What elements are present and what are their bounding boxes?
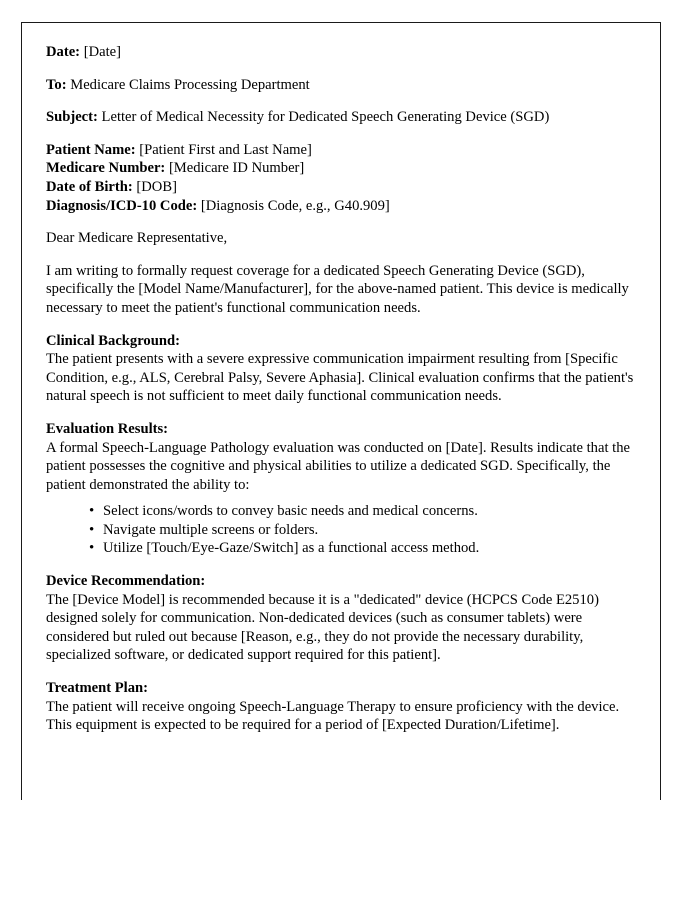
- list-item-label: Navigate multiple screens or folders.: [103, 521, 319, 538]
- section-device-recommendation: [46, 572, 638, 665]
- list-spacer: [46, 494, 638, 502]
- patient-info-row: [46, 159, 638, 178]
- medicare-number-label: Medicare Number:: [46, 160, 166, 177]
- patient-info-row: [46, 141, 638, 160]
- recipient-value: Medicare Claims Processing Department: [70, 76, 310, 93]
- section-body-clinical-background: The patient presents with a severe expressive communication impairment resulting from [Specific Condition, e.g., ALS, Cerebral Palsy, Severe Aphasia]. Clinical evaluation confirms that the patient's natural speech is not sufficient to meet daily functional communication needs.: [46, 351, 634, 405]
- date-of-birth-value: [DOB]: [136, 178, 177, 195]
- bullet-icon: •: [89, 540, 95, 557]
- salutation: Dear Medicare Representative,: [46, 230, 228, 247]
- diagnosis-code-label: Diagnosis/ICD-10 Code:: [46, 197, 198, 214]
- section-clinical-background: [46, 332, 638, 406]
- section-body-device-recommendation: The [Device Model] is recommended because it is a "dedicated" device (HCPCS Code E2510) designed solely for communication. Non-dedicated devices (such as consumer tablets) were considered but ruled out because [Reason, e.g., they do not provide the necessary durability, specialized software, or dedicated support required for this patient].: [46, 591, 599, 664]
- bullet-icon: •: [89, 503, 95, 520]
- subject-value: Letter of Medical Necessity for Dedicated Speech Generating Device (SGD): [101, 109, 550, 126]
- section-heading-treatment-plan: Treatment Plan:: [46, 680, 148, 697]
- list-item: [89, 502, 638, 521]
- list-item: [89, 539, 638, 558]
- list-item-label: Utilize [Touch/Eye-Gaze/Switch] as a functional access method.: [103, 540, 480, 557]
- patient-info-block: [46, 141, 638, 215]
- section-heading-device-recommendation: Device Recommendation:: [46, 573, 206, 590]
- opening-paragraph: I am writing to formally request coverage for a dedicated Speech Generating Device (SGD), specifically the [Model Name/Manufacturer], for the above-named patient. This device is medically necessary to meet the patient's functional communication needs.: [46, 262, 629, 316]
- date-of-birth-label: Date of Birth:: [46, 178, 133, 195]
- opening-paragraph-block: [46, 262, 638, 318]
- bullet-icon: •: [89, 521, 95, 538]
- patient-name-value: [Patient First and Last Name]: [139, 141, 312, 158]
- ability-list: [46, 502, 638, 558]
- medicare-number-value: [Medicare ID Number]: [168, 160, 305, 177]
- diagnosis-code-value: [Diagnosis Code, e.g., G40.909]: [200, 197, 390, 214]
- section-evaluation-results: [46, 420, 638, 494]
- section-heading-clinical-background: Clinical Background:: [46, 332, 180, 349]
- patient-name-label: Patient Name:: [46, 141, 136, 158]
- list-item: [89, 521, 638, 540]
- date-line: [46, 43, 638, 62]
- document-page-frame: [21, 22, 661, 800]
- patient-info-row: [46, 197, 638, 216]
- list-item-label: Select icons/words to convey basic needs and medical concerns.: [103, 503, 478, 520]
- subject-line: [46, 108, 638, 127]
- recipient-label: To:: [46, 76, 67, 93]
- date-value: [Date]: [83, 44, 121, 60]
- date-label: Date:: [46, 44, 81, 60]
- letter-body: [46, 43, 638, 749]
- patient-info-row: [46, 178, 638, 197]
- subject-label: Subject:: [46, 109, 98, 126]
- section-treatment-plan: [46, 679, 638, 735]
- section-body-treatment-plan: The patient will receive ongoing Speech-Language Therapy to ensure proficiency with the device. This equipment is expected to be required for a period of [Expected Duration/Lifetime].: [46, 698, 620, 734]
- section-heading-evaluation-results: Evaluation Results:: [46, 420, 169, 437]
- section-body-evaluation-results: A formal Speech-Language Pathology evaluation was conducted on [Date]. Results indicate that the patient possesses the cognitive and physical abilities to utilize a dedicated SGD. Specifically, the patient demonstrated the ability to:: [46, 439, 630, 493]
- recipient-line: [46, 76, 638, 95]
